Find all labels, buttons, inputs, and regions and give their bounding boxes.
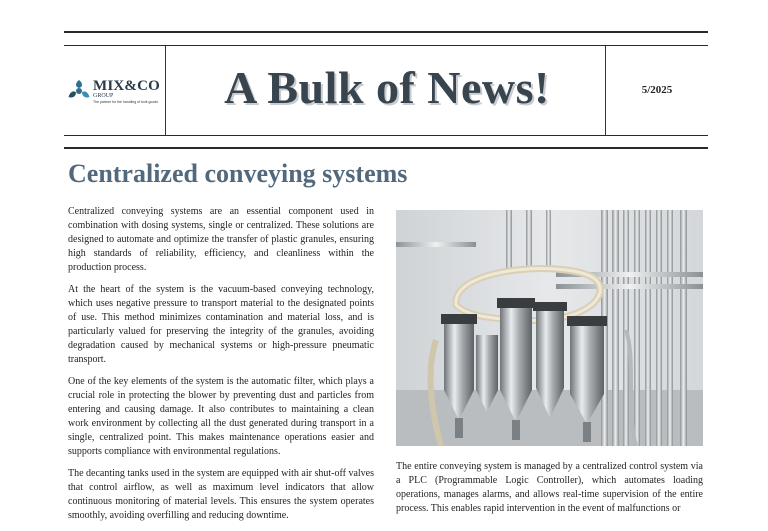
issue-date: 5/2025 [641,84,673,96]
mixco-logo [66,76,166,110]
newsletter-title: A Bulk of News! [224,62,550,113]
article-paragraph: The decanting tanks used in the system are equipped with air shut-off valves that control airflow, as well as maximum level indicators that allow continuous monitoring of material levels. This ensures the system operates smoothly, avoiding overfilling and reducing downtime. [68,468,374,521]
top-rule-outer [64,31,708,33]
masthead [64,46,708,135]
article-paragraph: At the heart of the system is the vacuum-based conveying technology, which uses negative pressure to transport material to the designated points of use. This method minimizes contamination and material loss, and is particularly valued for preserving the integrity of the granules, avoiding degradation caused by mechanical systems or high-pressure pneumatic transport. [68,284,374,365]
mixco-logo-mark-icon [66,78,92,104]
article-column-left [68,205,374,531]
industrial-equipment-illustration [396,210,703,446]
bottom-rule-outer [64,147,708,149]
logo-wordmark: MIX&CO [93,78,161,94]
bottom-rule-inner [64,135,708,136]
article-column-right [396,460,703,524]
conveying-system-photo [396,210,703,446]
article-headline: Centralized conveying systems [68,159,408,188]
article-paragraph: Centralized conveying systems are an essential component used in combination with dosing systems, single or centralized. These solutions are designed to automate and optimize the transfer of plastic granules, ensuring high standards of reliability, efficiency, and cleanliness within the production process. [68,206,374,273]
article-paragraph: One of the key elements of the system is the automatic filter, which plays a crucial role in protecting the blower by preventing dust and particles from entering and causing damage. It also contributes to maintaining a clean work environment by collecting all the dust generated during transport in a single, centralized point. This makes maintenance operations easier and supports compliance with environmental regulations. [68,376,374,457]
logo-subtext: GROUP [93,93,114,99]
logo-tagline: The partner for the handling of bulk goods [93,100,158,104]
article-paragraph: The entire conveying system is managed by a centralized control system via a PLC (Programmable Logic Controller), which automates loading operations, manages alarms, and allows real-time supervision of the entire process. This enables rapid intervention in the event of malfunctions or [396,461,703,514]
